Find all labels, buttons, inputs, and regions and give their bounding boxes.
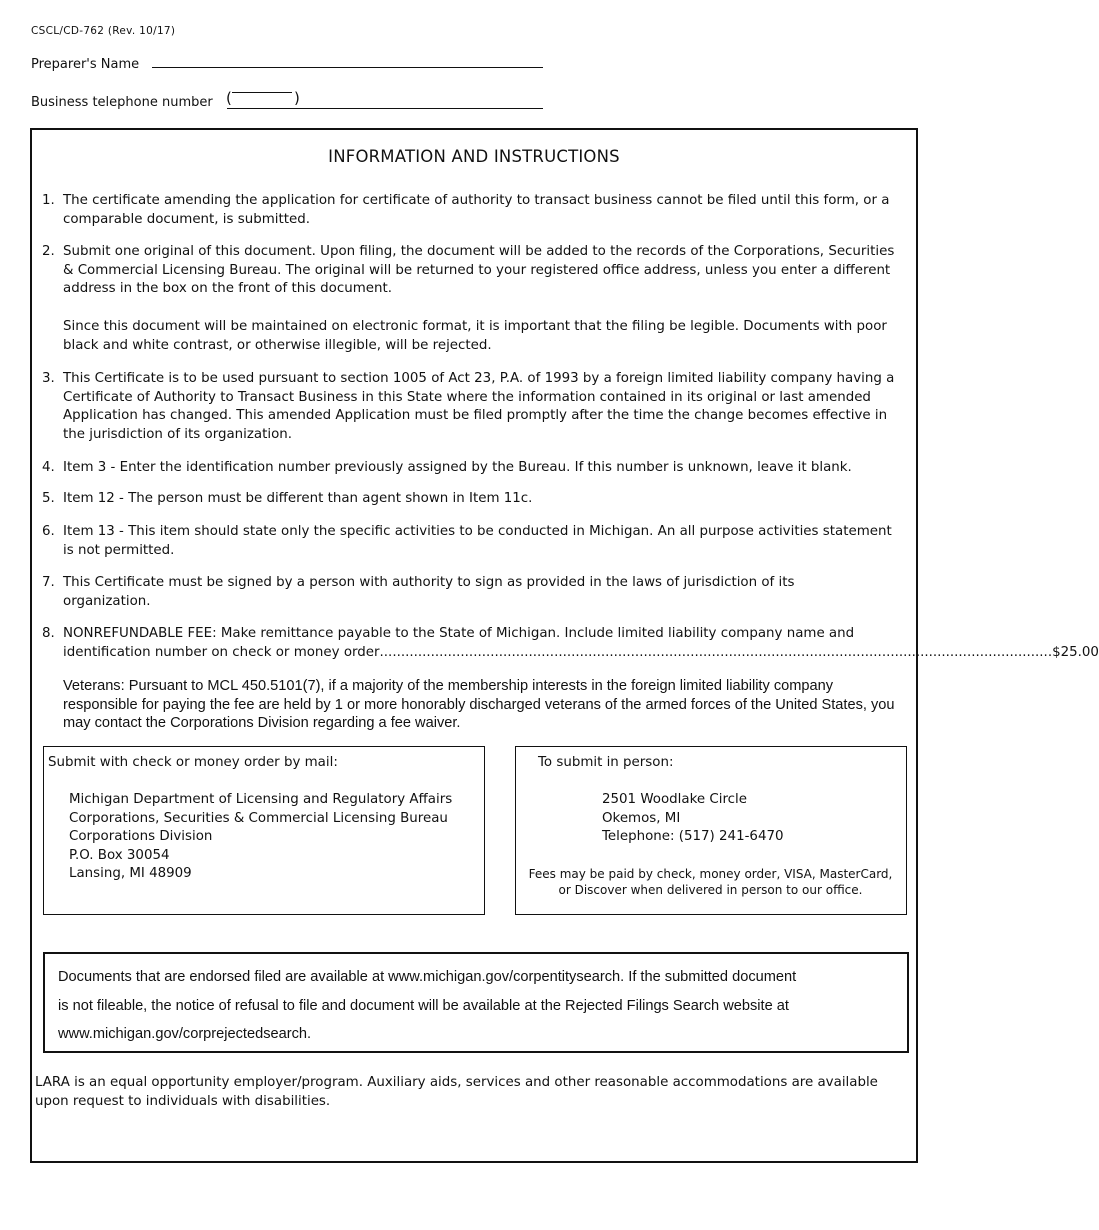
form-code: CSCL/CD-762 (Rev. 10/17) (31, 25, 176, 37)
filing-availability-notice (43, 952, 909, 1053)
instruction-text: This Certificate is to be used pursuant to section 1005 of Act 23, P.A. of 1993 by a foreign limited liability company having a Certificate of Authority to Transact Business in this State where the information contained in its original or last amended Application has changed. This amended Application must be filed promptly after the time the change becomes effective in the jurisdiction of its organization. (63, 371, 895, 442)
phone-area-code-field[interactable] (232, 92, 292, 93)
preparer-name-field[interactable] (152, 67, 543, 68)
preparer-name-label: Preparer's Name (31, 57, 140, 72)
business-phone-field[interactable] (227, 108, 543, 109)
instruction-number: 7. (42, 575, 55, 590)
instructions-title: INFORMATION AND INSTRUCTIONS (328, 147, 620, 166)
office-address-line: Okemos, MI (602, 810, 681, 826)
notice-line: Documents that are endorsed filed are available at www.michigan.gov/corpentitysearch. If the submitted document (58, 969, 797, 985)
mail-submission-box (43, 746, 485, 915)
instruction-text: Item 3 - Enter the identification number previously assigned by the Bureau. If this number is unknown, leave it blank. (63, 460, 852, 475)
instruction-text: The certificate amending the application for certificate of authority to transact business cannot be filed until this form, or a comparable document, is submitted. (63, 193, 890, 227)
instruction-text: Since this document will be maintained on electronic format, it is important that the filing be legible. Documents with poor black and white contrast, or otherwise illegible, will be rejected. (63, 319, 887, 353)
mail-address-line: Michigan Department of Licensing and Regulatory Affairs (69, 792, 453, 807)
in-person-heading: To submit in person: (538, 755, 674, 770)
office-address-line: 2501 Woodlake Circle (602, 792, 747, 807)
instruction-number: 6. (42, 524, 55, 539)
notice-line: www.michigan.gov/corprejectedsearch. (58, 1026, 312, 1042)
business-phone-label: Business telephone number (31, 95, 213, 110)
fee-amount: $25.00 (1052, 644, 1099, 660)
fees-note-line: or Discover when delivered in person to our office. (558, 883, 863, 897)
mail-address-line: P.O. Box 30054 (69, 847, 170, 863)
mail-heading: Submit with check or money order by mail: (48, 755, 338, 770)
office-phone: Telephone: (517) 241-6470 (602, 829, 784, 844)
instruction-text: This Certificate must be signed by a person with authority to sign as provided in the laws of jurisdiction of its organization. (63, 575, 795, 609)
notice-line: is not fileable, the notice of refusal to file and document will be available at the Rejected Filings Search website at (58, 997, 789, 1014)
veterans-fee-waiver-text: Veterans: Pursuant to MCL 450.5101(7), if a majority of the membership interests in the foreign limited liability company responsible for paying the fee are held by 1 or more honorably discharged veterans of the armed forces of the United States, you may contact the Corporations Division regarding a fee waiver. (63, 678, 895, 732)
mail-address-line: Corporations, Securities & Commercial Licensing Bureau (69, 810, 448, 826)
mail-address-line: Lansing, MI 48909 (69, 866, 192, 881)
fees-note-line: Fees may be paid by check, money order, VISA, MasterCard, (528, 867, 893, 881)
instruction-text: Item 12 - The person must be different than agent shown in Item 11c. (63, 491, 533, 506)
phone-area-open-paren: ( (226, 89, 232, 107)
instruction-text: Item 13 - This item should state only the specific activities to be conducted in Michigan. An all purpose activities statement is not permitted. (63, 524, 892, 558)
instruction-number: 2. (42, 244, 55, 259)
in-person-submission-box (515, 746, 907, 915)
instruction-number: 3. (42, 371, 55, 386)
fee-line-1: NONREFUNDABLE FEE: Make remittance payable to the State of Michigan. Include limited liability company name and (63, 626, 855, 641)
fee-line-2: identification number on check or money order (63, 644, 380, 660)
instruction-number: 4. (42, 460, 55, 475)
fee-leader-dots: .............................................................................................................................................................. (379, 644, 1053, 660)
instruction-number: 8. (42, 626, 55, 641)
instruction-number: 1. (42, 193, 55, 208)
instruction-text: Submit one original of this document. Upon filing, the document will be added to the records of the Corporations, Securities & Commercial Licensing Bureau. The original will be returned to your registered office address, unless you enter a different address in the box on the front of this document. (63, 244, 895, 296)
phone-area-close-paren: ) (294, 89, 300, 107)
mail-address-line: Corporations Division (69, 829, 213, 844)
instruction-number: 5. (42, 491, 55, 506)
lara-equal-opportunity-statement: LARA is an equal opportunity employer/program. Auxiliary aids, services and other reasonable accommodations are available upon request to individuals with disabilities. (35, 1075, 878, 1109)
